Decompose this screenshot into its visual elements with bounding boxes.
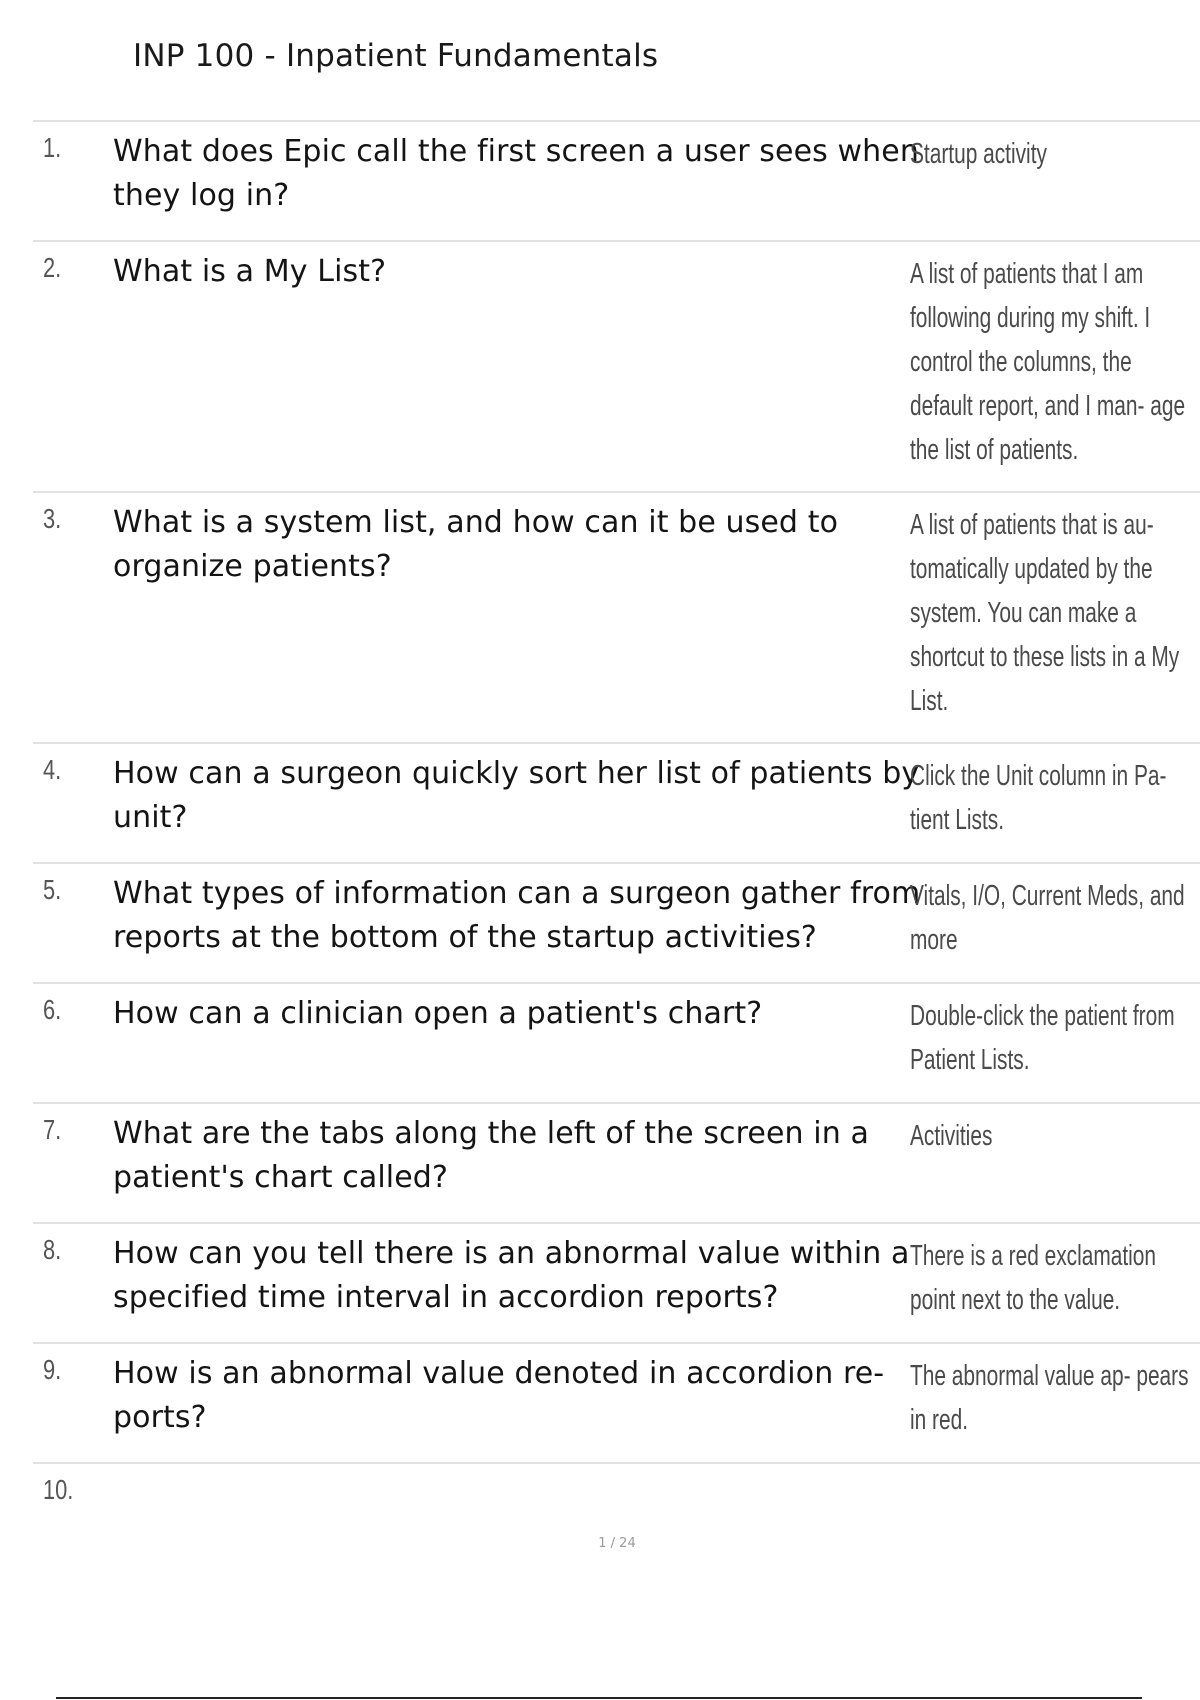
document-title: INP 100 - Inpatient Fundamentals: [133, 38, 659, 74]
question-text: How can a surgeon quickly sort her list of patients by unit?: [113, 756, 920, 835]
answer-text: Startup activity: [910, 138, 1047, 170]
qa-list: [33, 120, 1200, 1544]
bottom-divider: [56, 1697, 1142, 1699]
qa-row: [33, 864, 1200, 984]
qa-row: [33, 1464, 1200, 1544]
question-number: 3.: [43, 503, 62, 534]
question-text: What are the tabs along the left of the screen in a patient's chart called?: [113, 1116, 869, 1195]
question-number: 5.: [43, 874, 62, 905]
qa-row: [33, 122, 1200, 242]
question-text: What is a My List?: [113, 254, 387, 289]
question-text: How can a clinician open a patient's chart?: [113, 996, 763, 1031]
qa-row: [33, 744, 1200, 864]
answer-text: A list of patients that I am following during my shift. I control the columns, the default report, and I man- age the list of patients.: [910, 258, 1186, 466]
question-text: How can you tell there is an abnormal value within a specified time interval in accordion reports?: [113, 1236, 910, 1315]
question-text: What does Epic call the first screen a user sees when they log in?: [113, 134, 919, 213]
question-number: 2.: [43, 252, 62, 283]
answer-text: Activities: [910, 1120, 993, 1152]
question-text: What is a system list, and how can it be used to organize patients?: [113, 505, 839, 584]
answer-text: Vitals, I/O, Current Meds, and more: [910, 880, 1185, 956]
question-number: 4.: [43, 754, 62, 785]
qa-row: [33, 493, 1200, 744]
qa-row: [33, 1344, 1200, 1464]
answer-text: A list of patients that is au- tomatically updated by the system. You can make a shortcut to these lists in a My List.: [910, 509, 1180, 717]
question-number: 10.: [43, 1474, 74, 1505]
page-number: 1 / 24: [598, 1536, 636, 1551]
question-number: 8.: [43, 1234, 62, 1265]
question-number: 7.: [43, 1114, 62, 1145]
qa-row: [33, 1104, 1200, 1224]
qa-row: [33, 984, 1200, 1104]
answer-text: Click the Unit column in Pa- tient Lists.: [910, 760, 1167, 836]
answer-text: Double-click the patient from Patient Lists.: [910, 1000, 1175, 1076]
answer-text: There is a red exclamation point next to the value.: [910, 1240, 1157, 1316]
question-number: 1.: [43, 132, 62, 163]
question-text: What types of information can a surgeon gather from reports at the bottom of the startup activities?: [113, 876, 921, 955]
question-number: 6.: [43, 994, 62, 1025]
question-number: 9.: [43, 1354, 62, 1385]
question-text: How is an abnormal value denoted in accordion re- ports?: [113, 1356, 885, 1435]
qa-row: [33, 242, 1200, 493]
qa-row: [33, 1224, 1200, 1344]
answer-text: The abnormal value ap- pears in red.: [910, 1360, 1189, 1436]
